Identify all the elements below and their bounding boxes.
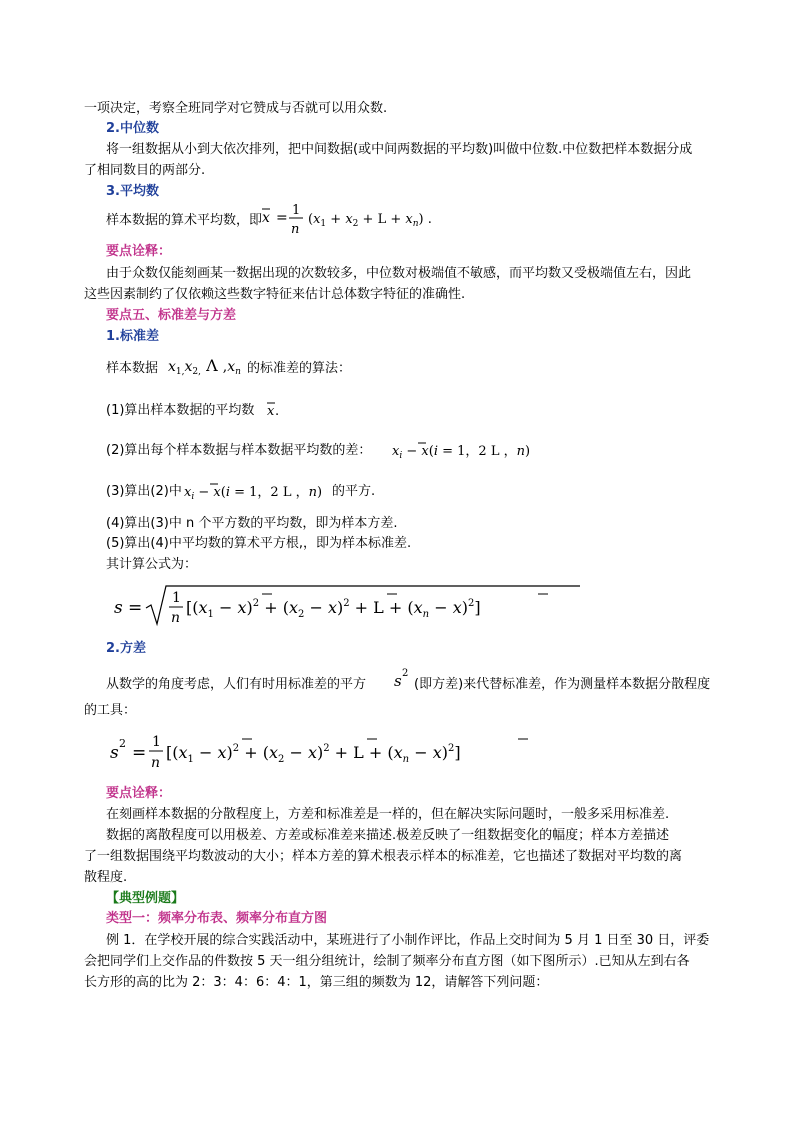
svg-text:(x1 + x2 + L + xn) .: $(x_1 + x_2 + L + x_n)$ . bbox=[308, 212, 432, 229]
step-5: (5)算出(4)中平均数的算术平方根,，即为样本标准差. bbox=[106, 536, 412, 551]
note-title: 要点诠释： bbox=[106, 786, 172, 801]
svg-text:2: 2 bbox=[402, 668, 409, 679]
example-line: 例 1．在学校开展的综合实践活动中，某班进行了小制作评比，作品上交时间为 5 月 1 日至 30 日，评委 bbox=[106, 933, 710, 948]
type-heading: 类型一：频率分布表、频率分布直方图 bbox=[106, 911, 328, 926]
mean-formula bbox=[260, 198, 450, 240]
svg-text:2: 2 bbox=[119, 737, 126, 750]
paragraph-line: 由于众数仅能刻画某一数据出现的次数较多，中位数对极端值不敏感，而平均数又受极端值左右，因此 bbox=[106, 266, 692, 281]
step-4: (4)算出(3)中 n 个平方数的平均数，即为样本方差. bbox=[106, 516, 398, 531]
heading-median: 2.中位数 bbox=[106, 121, 159, 136]
heading-variance: 2.方差 bbox=[106, 641, 146, 656]
step-2: (2)算出每个样本数据与样本数据平均数的差： bbox=[106, 443, 372, 458]
paragraph-line: 这些因素制约了仅依赖这些数字特征来估计总体数字特征的准确性. bbox=[84, 287, 466, 302]
deviation-formula bbox=[182, 477, 334, 503]
svg-text:n: n bbox=[151, 755, 161, 771]
svg-text:1: 1 bbox=[292, 203, 301, 218]
svg-text:n: n bbox=[171, 610, 181, 626]
paragraph-line: 数据的离散程度可以用极差、方差或标准差来描述.极差反映了一组数据变化的幅度；样本方差描述 bbox=[106, 828, 670, 843]
svg-text:.: . bbox=[275, 404, 280, 419]
paragraph-line: 从数学的角度考虑，人们有时用标准差的平方 bbox=[106, 677, 367, 692]
svg-text:[(x1 − x)2 + (x2 − x)2 + L +: $[(x_1 - x)^2 + (x_2 - x)^2 + L + (x_n - x)^2]$ bbox=[186, 598, 481, 620]
paragraph-line: 样本数据的算术平均数，即 bbox=[106, 213, 263, 228]
heading-mean: 3.平均数 bbox=[106, 184, 159, 199]
svg-text:x: x bbox=[267, 404, 275, 419]
paragraph-line: (即方差)来代替标准差，作为测量样本数据分散程度 bbox=[414, 677, 711, 692]
paragraph-line: 一项决定，考察全班同学对它赞成与否就可以用众数. bbox=[84, 101, 388, 116]
svg-text:=: = bbox=[128, 598, 143, 618]
example-line: 会把同学们上交作品的件数按 5 天一组分组统计，绘制了频率分布直方图（如下图所示）.已知从左到右各 bbox=[84, 954, 690, 969]
section-heading: 要点五、标准差与方差 bbox=[106, 308, 237, 323]
step-1: (1)算出样本数据的平均数 bbox=[106, 403, 255, 418]
paragraph-line: 样本数据 bbox=[106, 361, 159, 376]
mean-symbol bbox=[265, 398, 281, 422]
sd-formula bbox=[110, 580, 590, 630]
paragraph-line: 将一组数据从小到大依次排列，把中间数据(或中间两数据的平均数)叫做中位数.中位数把样本数据分成 bbox=[106, 142, 693, 157]
paragraph-line: 在刻画样本数据的分散程度上，方差和标准差是一样的，但在解决实际问题时，一般多采用标准差. bbox=[106, 807, 670, 822]
paragraph-line: 的标准差的算法： bbox=[247, 361, 352, 376]
svg-text:x1,x2, Λ ,xn: $x_{1,}x_{2,}$ Λ $,x_n$ bbox=[168, 356, 241, 377]
svg-text:1: 1 bbox=[152, 734, 161, 750]
step-3-tail: 的平方. bbox=[332, 484, 376, 499]
paragraph-line: 其计算公式为： bbox=[106, 557, 198, 572]
paragraph-line: 的工具： bbox=[84, 703, 137, 718]
svg-text:1: 1 bbox=[172, 590, 181, 606]
heading-sd: 1.标准差 bbox=[106, 329, 159, 344]
svg-text:xi − x(i = 1，2 L ，n): $x_i - x(i = 1$，2 L ，n) bbox=[392, 444, 531, 461]
variance-formula bbox=[108, 728, 578, 776]
svg-text:s: s bbox=[110, 743, 119, 763]
paragraph-line: 散程度. bbox=[84, 870, 128, 885]
svg-text:xi − x(i = 1，2 L ，n): $x_i - x(i = 1$，2 L ，n) bbox=[184, 485, 323, 502]
svg-text:s: s bbox=[394, 672, 402, 690]
paragraph-line: 了相同数目的两部分. bbox=[84, 163, 206, 178]
example-line: 长方形的高的比为 2：3：4：6：4：1，第三组的频数为 12，请解答下列问题： bbox=[84, 975, 549, 990]
note-title: 要点诠释： bbox=[106, 244, 172, 259]
s-squared-symbol bbox=[392, 664, 414, 692]
examples-heading: 【典型例题】 bbox=[106, 891, 185, 906]
deviation-formula bbox=[390, 436, 550, 462]
svg-text:[(x1 − x)2 + (x2 − x)2 + L +: $[(x_1 - x)^2 + (x_2 - x)^2 + L + (x_n - x)^2]$ bbox=[166, 743, 461, 765]
svg-text:n: n bbox=[291, 222, 300, 237]
svg-text:x: x bbox=[262, 210, 270, 226]
step-3: (3)算出(2)中 bbox=[106, 484, 182, 499]
paragraph-line: 了一组数据围绕平均数波动的大小；样本方差的算术根表示样本的标准差，它也描述了数据对平均数的离 bbox=[84, 849, 683, 864]
svg-text:=: = bbox=[132, 743, 147, 763]
svg-text:s: s bbox=[114, 598, 123, 618]
svg-text:=: = bbox=[276, 210, 288, 226]
